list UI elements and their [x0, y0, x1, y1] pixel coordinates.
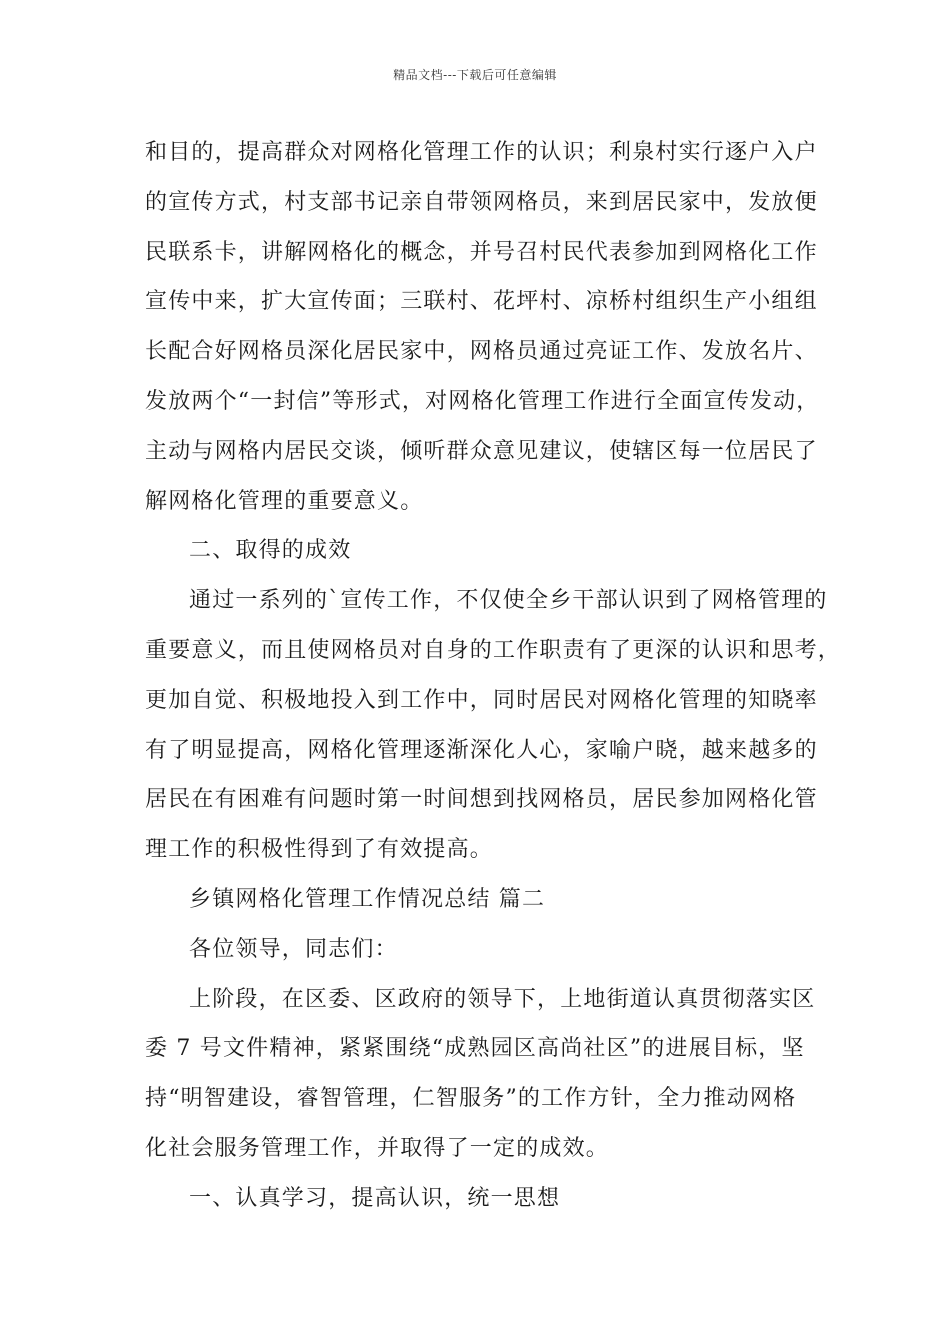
salutation: 各位领导，同志们： — [189, 936, 398, 962]
section-heading: 二、取得的成效 — [189, 538, 352, 564]
text-line: 居民在有困难有问题时第一时间想到找网格员，居民参加网格化管 — [145, 787, 818, 813]
text-line: 上阶段，在区委、区政府的领导下，上地街道认真贯彻落实区 — [189, 986, 816, 1012]
text-line: 重要意义，而且使网格员对自身的工作职责有了更深的认识和思考， — [145, 637, 842, 663]
text-line: 长配合好网格员深化居民家中，网格员通过亮证工作、发放名片、 — [145, 339, 818, 365]
text-line: 宣传中来，扩大宣传面；三联村、花坪村、凉桥村组织生产小组组 — [145, 289, 818, 315]
text-line: 委 7 号文件精神，紧紧围绕“成熟园区高尚社区”的进展目标，坚 — [145, 1036, 805, 1062]
text-line: 通过一系列的`宣传工作，不仅使全乡干部认识到了网格管理的 — [189, 588, 828, 614]
text-line: 理工作的积极性得到了有效提高。 — [145, 837, 494, 863]
text-line: 民联系卡，讲解网格化的概念，并号召村民代表参加到网格化工作 — [145, 239, 818, 265]
text-line: 主动与网格内居民交谈，倾听群众意见建议，使辖区每一位居民了 — [145, 438, 818, 464]
section-heading: 一、认真学习，提高认识，统一思想 — [189, 1185, 561, 1211]
text-line: 持“明智建设，睿智管理，仁智服务”的工作方针，全力推动网格 — [145, 1086, 797, 1112]
text-line: 的宣传方式，村支部书记亲自带领网格员，来到居民家中，发放便 — [145, 189, 818, 215]
text-line: 更加自觉、积极地投入到工作中，同时居民对网格化管理的知晓率 — [145, 687, 818, 713]
document-body — [145, 128, 842, 1224]
text-line: 发放两个“一封信”等形式，对网格化管理工作进行全面宣传发动， — [145, 388, 820, 414]
text-line: 解网格化管理的重要意义。 — [145, 488, 424, 514]
page-header: 精品文档---下载后可任意编辑 — [393, 68, 557, 82]
text-line: 和目的，提高群众对网格化管理工作的认识；利泉村实行逐户入户 — [145, 140, 818, 165]
text-line: 化社会服务管理工作，并取得了一定的成效。 — [145, 1135, 610, 1161]
document-title: 乡镇网格化管理工作情况总结 篇二 — [189, 886, 546, 912]
text-line: 有了明显提高，网格化管理逐渐深化人心，家喻户晓，越来越多的 — [145, 737, 818, 763]
